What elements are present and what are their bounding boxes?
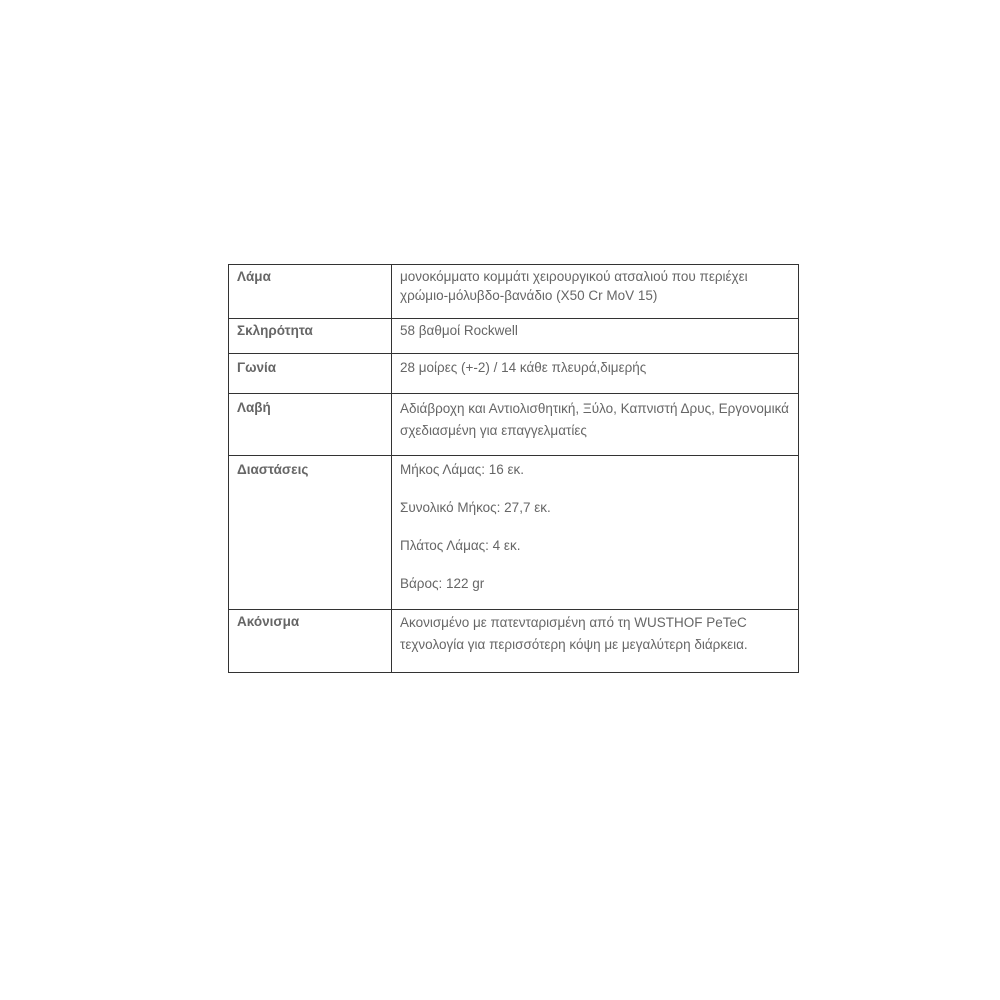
row-label-angle: Γωνία [229, 354, 392, 394]
table-row-handle [229, 394, 799, 456]
table-row-sharpening [229, 610, 799, 673]
table-row-dimensions [229, 456, 799, 610]
value-line-blade-length: Μήκος Λάμας: 16 εκ. [400, 462, 525, 477]
value-line-blade-width: Πλάτος Λάμας: 4 εκ. [400, 538, 521, 553]
table-row-blade [229, 265, 799, 319]
row-value-handle [392, 394, 799, 456]
row-value-blade [392, 265, 799, 319]
value-line: 28 μοίρες (+-2) / 14 κάθε πλευρά,διμερής [400, 360, 647, 375]
row-value-dimensions [392, 456, 799, 610]
row-label-dimensions: Διαστάσεις [229, 456, 392, 610]
spec-table [228, 264, 799, 673]
value-line: 58 βαθμοί Rockwell [400, 323, 518, 338]
row-label-hardness: Σκληρότητα [229, 319, 392, 354]
row-label-sharpening: Ακόνισμα [229, 610, 392, 673]
value-line: Αδιάβροχη και Αντιολισθητική, Ξύλο, Καπνιστή Δρυς, Εργονομικά σχεδιασμένη για επαγγελματίες [400, 401, 789, 438]
value-line-total-length: Συνολικό Μήκος: 27,7 εκ. [400, 500, 551, 515]
row-value-angle [392, 354, 799, 394]
row-value-sharpening [392, 610, 799, 673]
table-row-hardness [229, 319, 799, 354]
value-line: μονοκόμματο κομμάτι χειρουργικού ατσαλιού που περιέχει χρώμιο-μόλυβδο-βανάδιο (X50 Cr MoV 15) [400, 269, 748, 303]
table-row-angle [229, 354, 799, 394]
row-label-blade: Λάμα [229, 265, 392, 319]
row-label-handle: Λαβή [229, 394, 392, 456]
row-value-hardness [392, 319, 799, 354]
value-line: Ακονισμένο με πατενταρισμένη από τη WUSTHOF PeTeC τεχνολογία για περισσότερη κόψη με μεγαλύτερη διάρκεια. [400, 615, 748, 652]
value-line-weight: Βάρος: 122 gr [400, 576, 485, 591]
